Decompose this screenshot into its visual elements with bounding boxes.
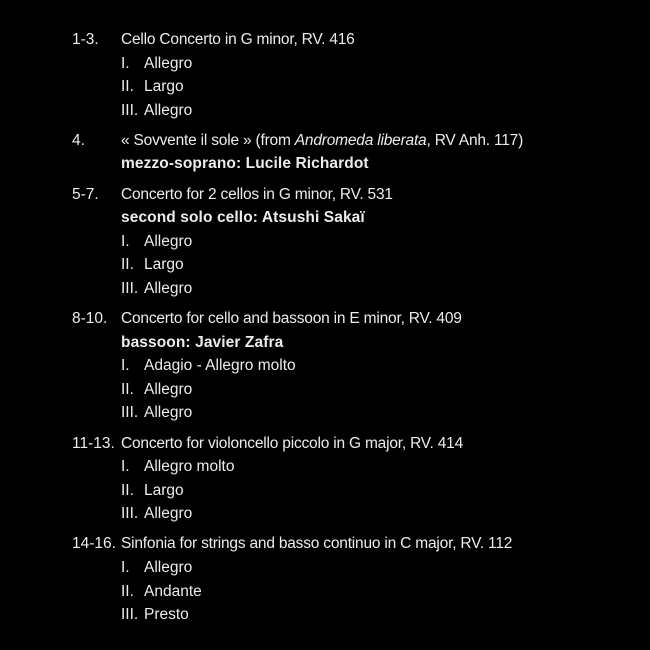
- track-title-line: [72, 532, 632, 556]
- title-part: , RV Anh. 117): [426, 131, 524, 149]
- movement-item: [72, 52, 632, 76]
- track-group: [72, 432, 632, 526]
- movement-name: Largo: [144, 256, 184, 274]
- track-number: 4.: [72, 131, 85, 149]
- movement-name: Presto: [144, 606, 189, 624]
- track-list: [72, 28, 632, 633]
- movement-number: II.: [121, 78, 134, 96]
- performer-line: [72, 331, 632, 355]
- movement-item: [72, 75, 632, 99]
- movement-number: III.: [121, 101, 139, 119]
- performer-credit: bassoon: Javier Zafra: [121, 333, 284, 351]
- movement-item: [72, 230, 632, 254]
- movement-number: III.: [121, 404, 139, 422]
- movement-name: Allegro: [144, 558, 193, 576]
- movement-item: [72, 502, 632, 526]
- movement-item: [72, 479, 632, 503]
- movement-name: Allegro: [144, 505, 193, 523]
- movement-number: III.: [121, 606, 139, 624]
- track-group: [72, 28, 632, 122]
- title-italic-part: Andromeda liberata: [294, 131, 427, 149]
- track-number: 5-7.: [72, 185, 99, 203]
- movement-name: Largo: [144, 78, 184, 96]
- movement-item: [72, 354, 632, 378]
- track-number: 8-10.: [72, 310, 108, 328]
- movement-name: Andante: [144, 582, 202, 600]
- track-title-line: [72, 307, 632, 331]
- track-number: 1-3.: [72, 31, 99, 48]
- movement-number: III.: [121, 279, 139, 297]
- track-title: Cello Concerto in G minor, RV. 416: [121, 31, 355, 48]
- track-group: [72, 183, 632, 301]
- movement-item: [72, 378, 632, 402]
- performer-line: [72, 206, 632, 230]
- movement-name: Allegro molto: [144, 458, 235, 476]
- movement-number: I.: [121, 54, 130, 72]
- movement-item: [72, 455, 632, 479]
- performer-credit: second solo cello: Atsushi Sakaï: [121, 209, 365, 227]
- track-title-line: [72, 129, 632, 153]
- track-title: [121, 129, 523, 153]
- title-part: « Sovvente il sole » (from: [121, 131, 295, 149]
- movement-name: Allegro: [144, 404, 193, 422]
- movement-name: Largo: [144, 481, 184, 499]
- movement-number: I.: [121, 558, 130, 576]
- movement-item: [72, 556, 632, 580]
- track-group: [72, 129, 632, 176]
- track-title: Concerto for cello and bassoon in E minor, RV. 409: [121, 310, 462, 328]
- movement-number: II.: [121, 582, 134, 600]
- track-title-line: [72, 28, 632, 52]
- track-number: 11-13.: [72, 434, 115, 452]
- performer-line: [72, 152, 632, 176]
- movement-number: III.: [121, 505, 139, 523]
- movement-name: Adagio - Allegro molto: [144, 357, 296, 375]
- track-title: Concerto for violoncello piccolo in G major, RV. 414: [121, 434, 463, 452]
- track-group: [72, 307, 632, 425]
- movement-name: Allegro: [144, 380, 193, 398]
- movement-name: Allegro: [144, 279, 193, 297]
- movement-item: [72, 603, 632, 627]
- movement-item: [72, 580, 632, 604]
- movement-name: Allegro: [144, 54, 193, 72]
- movement-item: [72, 401, 632, 425]
- movement-number: I.: [121, 357, 130, 375]
- movement-item: [72, 253, 632, 277]
- track-group: [72, 532, 632, 626]
- track-title: Concerto for 2 cellos in G minor, RV. 531: [121, 185, 393, 203]
- track-title-line: [72, 183, 632, 207]
- movement-number: II.: [121, 481, 134, 499]
- movement-number: II.: [121, 256, 134, 274]
- movement-number: I.: [121, 232, 130, 250]
- movement-number: II.: [121, 380, 134, 398]
- movement-number: I.: [121, 458, 130, 476]
- track-number: 14-16.: [72, 535, 116, 553]
- movement-item: [72, 277, 632, 301]
- track-title-line: [72, 432, 632, 456]
- movement-item: [72, 99, 632, 123]
- movement-name: Allegro: [144, 232, 193, 250]
- performer-credit: mezzo-soprano: Lucile Richardot: [121, 155, 369, 173]
- movement-name: Allegro: [144, 101, 193, 119]
- track-title: Sinfonia for strings and basso continuo in C major, RV. 112: [121, 535, 513, 553]
